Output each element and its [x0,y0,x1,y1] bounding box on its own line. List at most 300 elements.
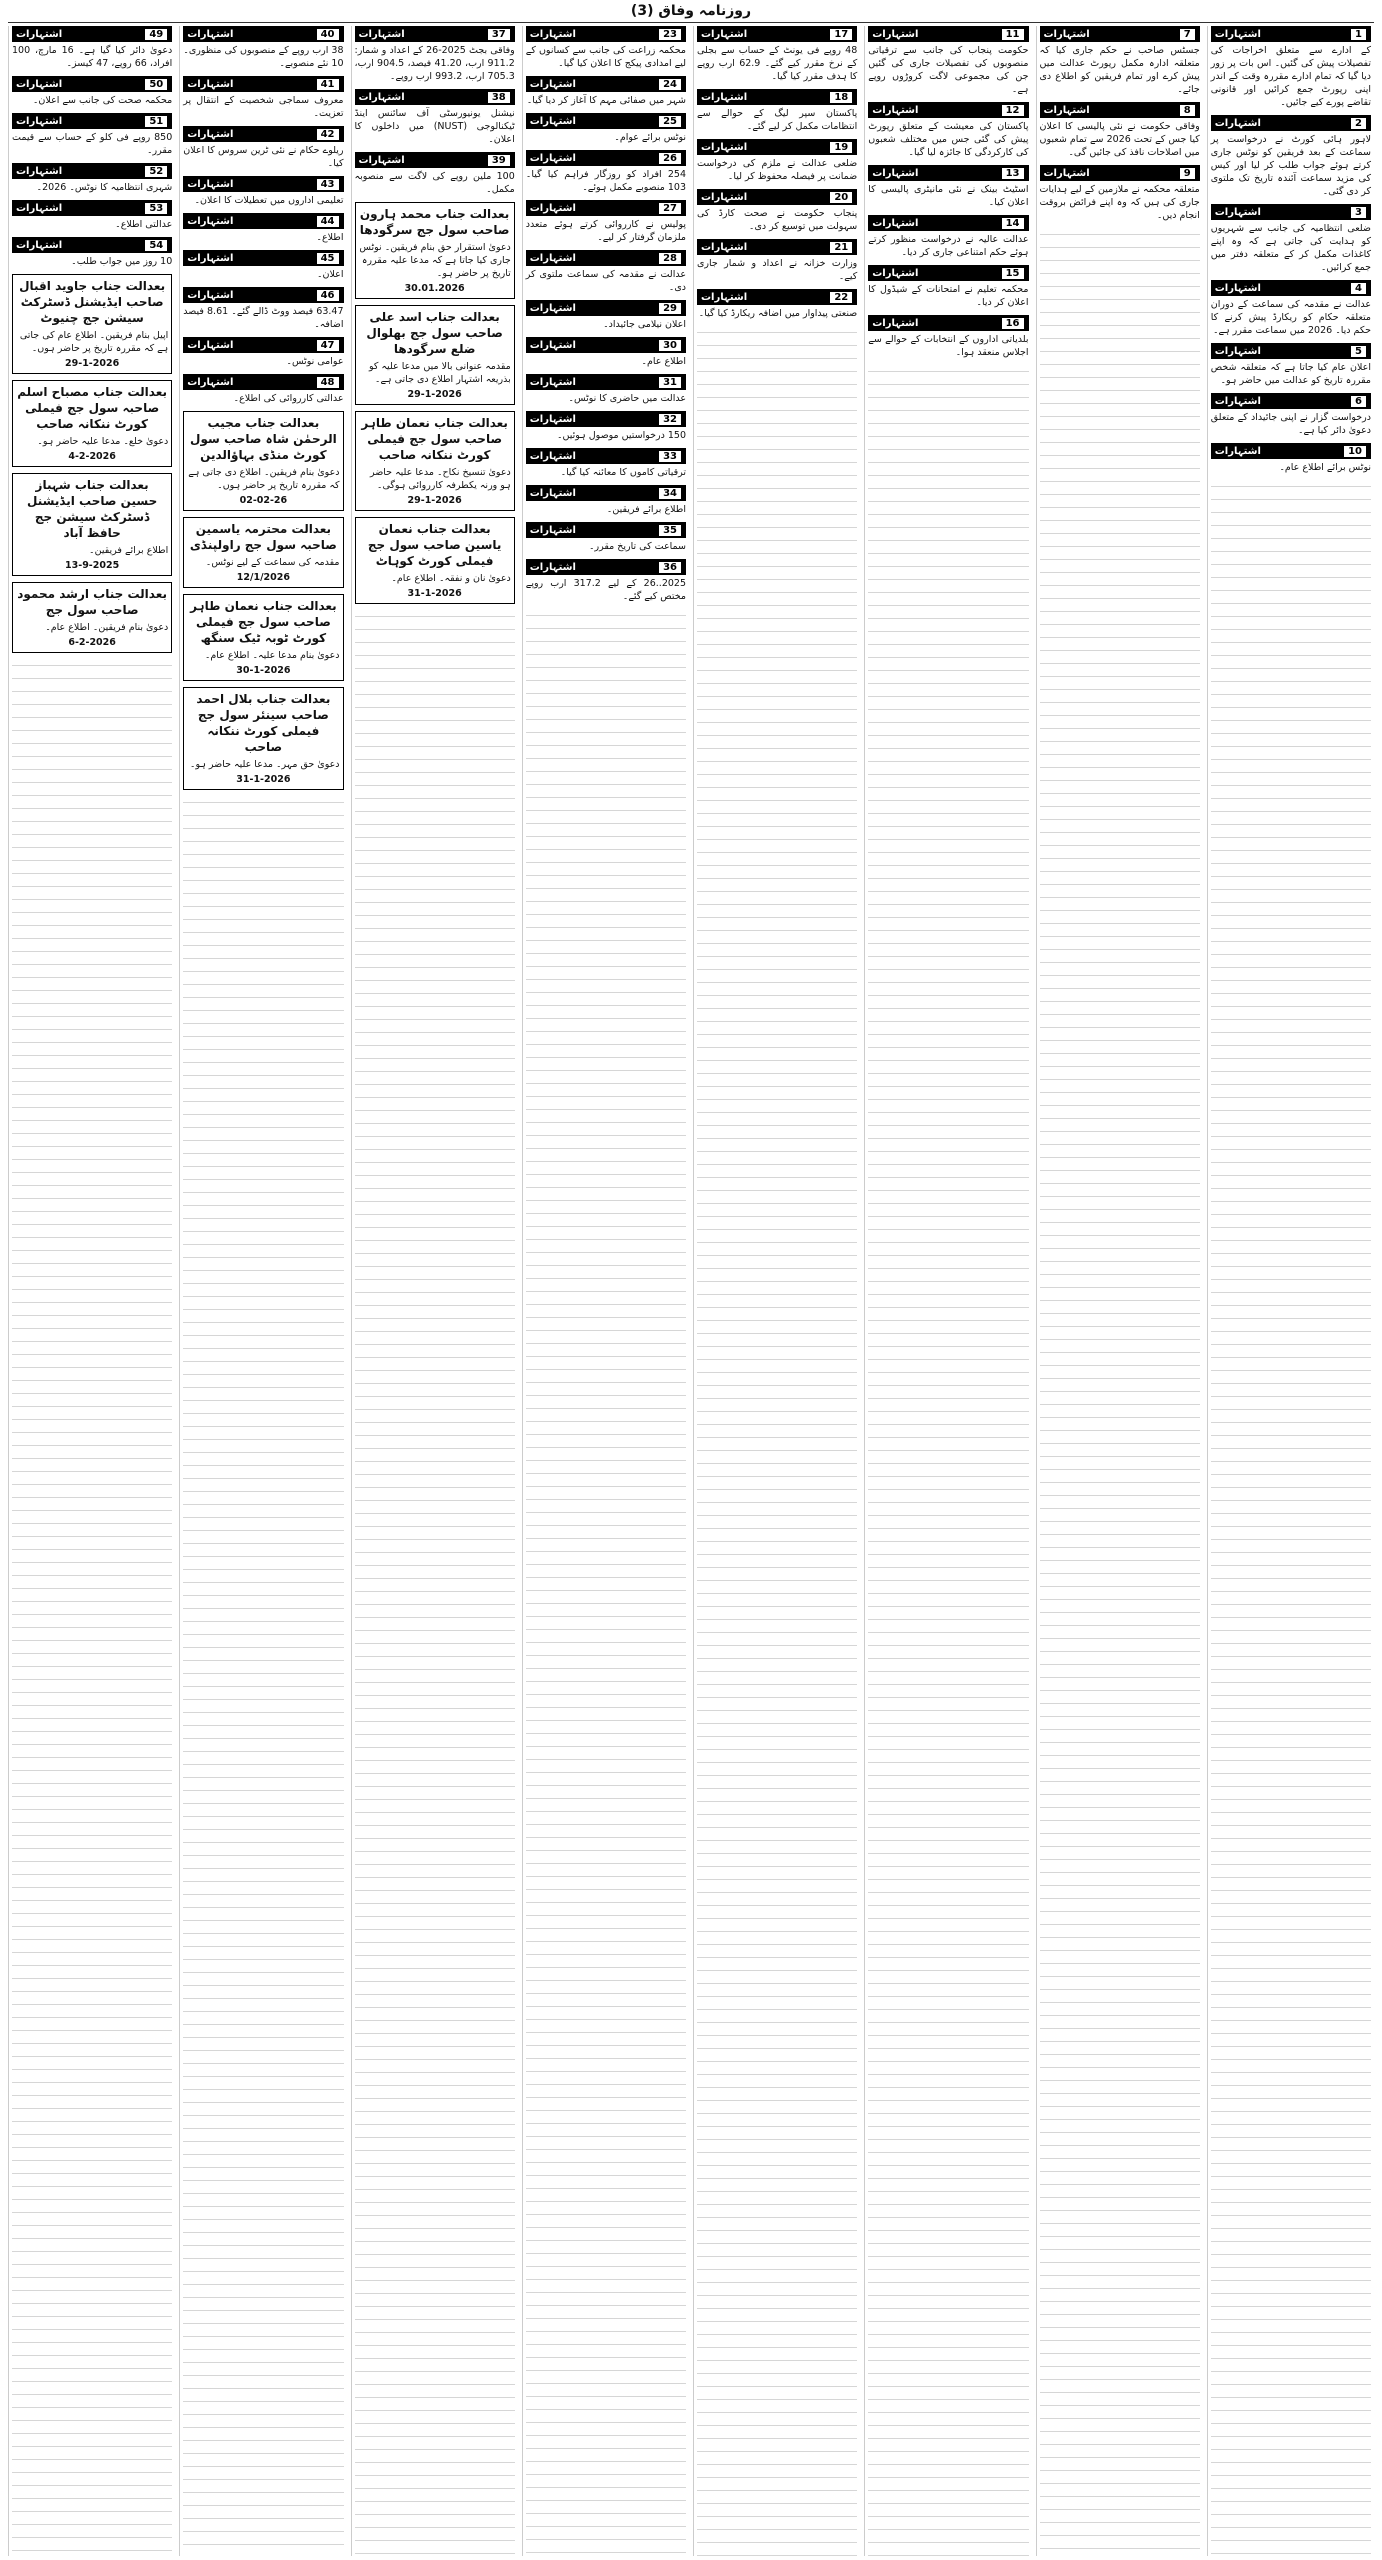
column-text-lines [12,659,172,2556]
classified-ad [12,26,172,70]
ad-body: 48 روپے فی یونٹ کے حساب سے بجلی کے نرخ مقرر کیے گئے۔ 62.9 ارب روپے کا ہدف مقرر کیا گیا۔ [697,45,858,82]
ad-section-label: اشتہارات [529,28,576,40]
court-title: بعدالت جناب نعمان طاہر صاحب سول جج فیملی کورٹ ننکانہ صاحب [361,416,508,462]
ad-number: 50 [144,78,168,91]
ad-body: درخواست گزار نے اپنی جائیداد کے متعلق دعویٰ دائر کیا ہے۔ [1210,412,1371,436]
ad-header [183,287,343,303]
court-notice [355,411,515,511]
ad-body: 63.47 فیصد ووٹ ڈالے گئے۔ 8.61 فیصد اضافہ۔ [183,306,344,330]
ad-header [868,265,1028,281]
classified-ad [1040,102,1200,159]
ad-column [351,26,518,2556]
ad-number: 40 [316,28,340,41]
classified-ad [526,374,686,405]
ad-body: پاکستان کی معیشت کے متعلق رپورٹ پیش کی گئی جس میں مختلف شعبوں کی کارکردگی کا جائزہ لیا گیا۔ [868,121,1029,158]
classified-ad [526,250,686,294]
ad-header [183,213,343,229]
ad-body: ضلعی انتظامیہ کی جانب سے شہریوں کو ہدایت کی جاتی ہے کہ وہ اپنے کاغذات مکمل کر کے متعلقہ دفتر میں جمع کرائیں۔ [1210,223,1371,273]
classified-ad [1211,115,1371,198]
ad-body: حکومت پنجاب کی جانب سے ترقیاتی منصوبوں کی تفصیلات جاری کی گئیں جن کی مجموعی لاگت کروڑوں روپے ہے۔ [868,45,1029,95]
ad-number: 49 [144,28,168,41]
ad-number: 45 [316,252,340,265]
ad-section-label: اشتہارات [872,167,919,179]
ad-number: 44 [316,215,340,228]
classified-ad [12,163,172,194]
ad-body: محکمہ تعلیم نے امتحانات کے شیڈول کا اعلان کر دیا۔ [868,284,1029,308]
ad-column [522,26,689,2556]
ad-header [12,237,172,253]
ad-number: 24 [658,78,682,91]
ad-column [8,26,175,2556]
ad-body: اطلاع برائے فریقین۔ [606,504,686,515]
ad-section-label: اشتہارات [187,28,234,40]
classified-ad [526,485,686,516]
court-body: دعویٰ بنام فریقین۔ اطلاع عام۔ [45,622,169,633]
ad-header [1211,443,1371,459]
column-text-lines [526,609,686,2556]
ad-body: عدالت میں حاضری کا نوٹس۔ [568,393,686,404]
court-notice [183,517,343,588]
ad-number: 6 [1350,395,1367,408]
classified-ad [697,289,857,320]
ad-header [1211,393,1371,409]
column-text-lines [183,796,343,2556]
ad-section-label: اشتہارات [529,413,576,425]
ad-number: 17 [829,28,853,41]
ad-body: نیشنل یونیورسٹی آف سائنس اینڈ ٹیکنالوجی (NUST) میں داخلوں کا اعلان۔ [354,108,515,145]
ad-body: معروف سماجی شخصیت کے انتقال پر تعزیت۔ [183,95,344,119]
ad-column [1036,26,1203,2556]
ad-header [183,176,343,192]
classified-ad [526,26,686,70]
ad-header [12,76,172,92]
ad-header [183,250,343,266]
ad-header [1040,165,1200,181]
column-text-lines [697,326,857,2556]
classified-ad [12,76,172,107]
ad-section-label: اشتہارات [1214,282,1261,294]
court-title: بعدالت جناب مجیب الرحمٰن شاہ صاحب سول کورٹ منڈی بہاؤالدین [190,416,337,462]
ad-number: 26 [658,152,682,165]
ad-column [864,26,1031,2556]
ad-section-label: اشتہارات [1214,117,1261,129]
ad-header [526,411,686,427]
ad-number: 28 [658,252,682,265]
ad-section-label: اشتہارات [187,215,234,227]
ad-header [526,26,686,42]
ad-section-label: اشتہارات [187,78,234,90]
ad-section-label: اشتہارات [529,376,576,388]
ad-number: 27 [658,202,682,215]
classified-ad [1211,343,1371,387]
ad-number: 36 [658,561,682,574]
classified-ad [183,337,343,368]
court-date: 30.01.2026 [404,283,465,294]
ad-body: بلدیاتی اداروں کے انتخابات کے حوالے سے اجلاس منعقد ہوا۔ [868,334,1029,358]
classified-ad [1211,280,1371,337]
ad-body: تعلیمی اداروں میں تعطیلات کا اعلان۔ [194,195,344,206]
ad-header [868,165,1028,181]
court-title: بعدالت محترمہ یاسمین صاحبہ سول جج راولپنڈی [189,522,337,552]
court-body: دعویٰ تنسیخ نکاح۔ مدعا علیہ حاضر ہو ورنہ یکطرفہ کارروائی ہوگی۔ [369,467,511,491]
court-date: 02-02-26 [239,495,288,506]
court-notice [183,411,343,511]
ad-section-label: اشتہارات [701,141,748,153]
classified-ad [1040,26,1200,96]
ad-number: 8 [1179,104,1196,117]
court-title: بعدالت جناب اسد علی صاحب سول جج بھلوال ضلع سرگودھا [366,310,503,356]
ad-header [12,113,172,129]
ad-body: اعلان عام کیا جاتا ہے کہ متعلقہ شخص مقررہ تاریخ کو عدالت میں حاضر ہو۔ [1210,362,1371,386]
ad-body: شہری انتظامیہ کا نوٹس۔ 2026۔ [36,182,173,193]
ad-header [526,150,686,166]
ad-header [526,559,686,575]
court-notice [183,687,343,790]
ad-section-label: اشتہارات [872,267,919,279]
court-body: مقدمہ کی سماعت کے لیے نوٹس۔ [205,557,340,568]
ad-number: 54 [144,239,168,252]
ad-header [1211,26,1371,42]
court-date: 31-1-2026 [236,774,291,785]
ad-number: 21 [829,241,853,254]
ad-section-label: اشتہارات [529,450,576,462]
ad-body: 254 افراد کو روزگار فراہم کیا گیا۔ 103 منصوبے مکمل ہوئے۔ [525,169,686,193]
ad-body: نوٹس برائے عوام۔ [614,132,686,143]
ad-body: ریلوے حکام نے نئی ٹرین سروس کا اعلان کیا۔ [183,145,344,169]
ad-number: 51 [144,115,168,128]
court-body: دعویٰ نان و نفقہ۔ اطلاع عام۔ [391,573,511,584]
ad-section-label: اشتہارات [701,28,748,40]
classified-ad [526,337,686,368]
ad-header [526,200,686,216]
classified-ad [1211,443,1371,474]
court-notice [12,274,172,374]
ad-number: 37 [487,28,511,41]
court-title: بعدالت جناب جاوید اقبال صاحب ایڈیشنل ڈسٹرکٹ سیشن جج چنیوٹ [19,279,166,325]
court-notice [12,380,172,467]
ad-body: لاہور ہائی کورٹ نے درخواست پر سماعت کے بعد فریقین کو نوٹس جاری کرتے ہوئے جواب طلب کر لیا اور کیس کی مزید سماعت آئندہ تاریخ تک ملتوی کر دی گئی۔ [1210,134,1371,197]
classified-ad [1211,393,1371,437]
ad-section-label: اشتہارات [529,252,576,264]
classified-ad [526,411,686,442]
ad-section-label: اشتہارات [187,252,234,264]
ad-body: جسٹس صاحب نے حکم جاری کیا کہ متعلقہ ادارہ مکمل رپورٹ عدالت میں پیش کرے اور تمام فریقین کو اطلاع دی جائے۔ [1039,45,1200,95]
court-title: بعدالت جناب محمد ہارون صاحب سول جج سرگودھا [359,207,510,237]
ad-header [868,102,1028,118]
ad-header [355,152,515,168]
court-body: دعویٰ استقرار حق بنام فریقین۔ نوٹس جاری کیا جاتا ہے کہ مدعا علیہ مقررہ تاریخ پر حاضر ہو۔ [359,242,511,279]
ad-body: 38 ارب روپے کے منصوبوں کی منظوری۔ 10 نئے منصوبے۔ [183,45,344,69]
ad-header [526,522,686,538]
ad-section-label: اشتہارات [529,78,576,90]
ad-section-label: اشتہارات [872,28,919,40]
classified-ad [697,89,857,133]
ad-header [868,215,1028,231]
ad-body: دعویٰ دائر کیا گیا ہے۔ 16 مارچ، 100 افراد، 66 روپے، 47 کیسز۔ [12,45,173,69]
ad-section-label: اشتہارات [1043,104,1090,116]
ad-column [179,26,346,2556]
ad-number: 33 [658,450,682,463]
court-date: 13-9-2025 [65,560,120,571]
ad-section-label: اشتہارات [187,289,234,301]
ad-header [183,126,343,142]
ad-header [1040,26,1200,42]
ad-number: 30 [658,339,682,352]
ad-section-label: اشتہارات [529,487,576,499]
court-title: بعدالت جناب ارشد محمود صاحب سول جج [17,587,167,617]
ad-section-label: اشتہارات [1214,206,1261,218]
ad-section-label: اشتہارات [872,317,919,329]
ad-body: شہر میں صفائی مہم کا آغاز کر دیا گیا۔ [526,95,686,106]
ad-section-label: اشتہارات [187,128,234,140]
ad-column [1207,26,1374,2556]
court-date: 29-1-2026 [407,495,462,506]
ad-body: 2025..26 کے لیے 317.2 ارب روپے مختص کیے گئے۔ [525,578,686,602]
court-date: 29-1-2026 [407,389,462,400]
ad-section-label: اشتہارات [16,28,63,40]
ad-section-label: اشتہارات [1214,445,1261,457]
ad-number: 52 [144,165,168,178]
court-body: دعویٰ حق مہر۔ مدعا علیہ حاضر ہو۔ [189,759,340,770]
court-date: 29-1-2026 [65,358,120,369]
classified-ad [868,265,1028,309]
classified-ad [355,89,515,146]
classified-ad [868,102,1028,159]
court-title: بعدالت جناب شہباز حسین صاحب ایڈیشنل ڈسٹرکٹ سیشن جج حافظ آباد [27,478,158,540]
ad-header [1211,115,1371,131]
ad-header [868,315,1028,331]
ad-number: 25 [658,115,682,128]
ad-body: عوامی نوٹس۔ [286,356,344,367]
ad-header [1040,102,1200,118]
court-title: بعدالت جناب نعمان یاسین صاحب سول جج فیملی کورٹ کوہاٹ [367,522,502,568]
ad-number: 43 [316,178,340,191]
ad-number: 48 [316,376,340,389]
ad-number: 20 [829,191,853,204]
ad-section-label: اشتہارات [529,561,576,573]
classified-ad [526,448,686,479]
ad-header [183,26,343,42]
ad-body: ترقیاتی کاموں کا معائنہ کیا گیا۔ [560,467,686,478]
ad-column [693,26,860,2556]
ad-header [526,337,686,353]
ad-header [183,76,343,92]
ad-number: 18 [829,91,853,104]
ad-body: اعلان۔ [316,269,344,280]
ad-body: اطلاع عام۔ [641,356,686,367]
ad-header [355,89,515,105]
classified-ad [1040,165,1200,222]
ad-number: 34 [658,487,682,500]
ad-section-label: اشتہارات [872,217,919,229]
ad-body: 850 روپے فی کلو کے حساب سے قیمت مقرر۔ [12,132,173,156]
classified-ad [355,152,515,196]
ad-section-label: اشتہارات [16,115,63,127]
classified-ad [355,26,515,83]
ad-body: عدالتی اطلاع۔ [115,219,173,230]
ad-body: متعلقہ محکمہ نے ملازمین کے لیے ہدایات جاری کی ہیں کہ وہ اپنے فرائض بروقت انجام دیں۔ [1039,184,1200,221]
ad-number: 39 [487,154,511,167]
ad-section-label: اشتہارات [187,376,234,388]
ad-number: 4 [1350,282,1367,295]
ad-section-label: اشتہارات [16,78,63,90]
ad-number: 19 [829,141,853,154]
ad-section-label: اشتہارات [529,524,576,536]
ad-header [526,76,686,92]
ad-header [526,374,686,390]
classified-ad [526,559,686,603]
ad-body: کے ادارے سے متعلق اخراجات کی تفصیلات پیش کی گئیں۔ اس بات پر زور دیا گیا کہ تمام ادارے مقررہ وقت کے اندر اپنی رپورٹ جمع کرائیں اور قانونی تقاضے پورے کیے جائیں۔ [1210,45,1371,108]
court-body: مقدمہ عنوانی بالا میں مدعا علیہ کو بذریعہ اشتہار اطلاع دی جاتی ہے۔ [368,361,511,385]
ad-body: 100 ملین روپے کی لاگت سے منصوبہ مکمل۔ [354,171,515,195]
classified-ad [868,165,1028,209]
ad-section-label: اشتہارات [1043,167,1090,179]
ad-header [12,200,172,216]
classified-ad [183,76,343,120]
court-notice [355,305,515,405]
ad-number: 11 [1001,28,1025,41]
masthead-rule [8,22,1374,23]
ad-number: 14 [1001,217,1025,230]
ad-number: 13 [1001,167,1025,180]
classified-ad [12,200,172,231]
ad-header [1211,204,1371,220]
ad-body: اطلاع۔ [316,232,344,243]
ad-body: عدالت نے مقدمہ کی سماعت ملتوی کر دی۔ [525,269,686,293]
classified-ad [526,200,686,244]
ad-header [697,289,857,305]
ad-number: 2 [1350,117,1367,130]
ad-number: 22 [829,291,853,304]
classified-ad [697,239,857,283]
ad-number: 1 [1350,28,1367,41]
ad-number: 38 [487,91,511,104]
classified-ad [183,374,343,405]
ad-body: نوٹس برائے اطلاع عام۔ [1279,462,1371,473]
ad-header [697,89,857,105]
court-date: 12/1/2026 [236,572,290,583]
ad-number: 42 [316,128,340,141]
ad-body: اعلان نیلامی جائیداد۔ [603,319,686,330]
ad-section-label: اشتہارات [358,28,405,40]
ad-section-label: اشتہارات [1214,345,1261,357]
ad-section-label: اشتہارات [358,154,405,166]
ad-number: 29 [658,302,682,315]
ad-section-label: اشتہارات [1214,28,1261,40]
ad-number: 31 [658,376,682,389]
court-title: بعدالت جناب بلال احمد صاحب سینئر سول جج فیملی کورٹ ننکانہ صاحب [196,692,331,754]
column-text-lines [868,365,1028,2556]
court-date: 30-1-2026 [236,665,291,676]
classified-ad [697,189,857,233]
court-body: اطلاع برائے فریقین۔ [89,545,169,556]
ad-header [526,300,686,316]
ad-section-label: اشتہارات [529,202,576,214]
ad-number: 23 [658,28,682,41]
ad-header [697,139,857,155]
ad-body: سماعت کی تاریخ مقرر۔ [588,541,686,552]
classified-ad [183,287,343,331]
ad-section-label: اشتہارات [1214,395,1261,407]
classified-ad [526,113,686,144]
ad-number: 47 [316,339,340,352]
ad-number: 12 [1001,104,1025,117]
court-date: 6-2-2026 [68,637,116,648]
ad-header [355,26,515,42]
ad-body: محکمہ زراعت کی جانب سے کسانوں کے لیے امدادی پیکج کا اعلان کیا گیا۔ [525,45,686,69]
ad-header [526,113,686,129]
ad-body: وفاقی بجٹ 2025-26 کے اعداد و شمار: 911.2 ارب، 41.20 فیصد، 904.5 ارب، 705.3 ارب، 993.2 ارب روپے۔ [354,45,515,82]
classified-ad [526,150,686,194]
ad-body: پاکستان سپر لیگ کے حوالے سے انتظامات مکمل کر لیے گئے۔ [697,108,858,132]
ad-body: 10 روز میں جواب طلب۔ [71,256,173,267]
classified-ad [12,113,172,157]
court-body: دعویٰ بنام فریقین۔ اطلاع دی جاتی ہے کہ مقررہ تاریخ پر حاضر ہوں۔ [188,467,340,491]
ad-header [12,26,172,42]
ad-header [697,239,857,255]
ad-number: 9 [1179,167,1196,180]
ad-section-label: اشتہارات [529,115,576,127]
ad-body: اسٹیٹ بینک نے نئی مانیٹری پالیسی کا اعلان کیا۔ [868,184,1029,208]
ad-columns [8,26,1374,2556]
ad-section-label: اشتہارات [16,165,63,177]
court-title: بعدالت جناب نعمان طاہر صاحب سول جج فیملی کورٹ ٹوبہ ٹیک سنگھ [190,599,337,645]
classified-ad [183,176,343,207]
ad-section-label: اشتہارات [16,239,63,251]
ad-body: پولیس نے کارروائی کرتے ہوئے متعدد ملزمان گرفتار کر لیے۔ [525,219,686,243]
ad-body: پنجاب حکومت نے صحت کارڈ کی سہولت میں توسیع کر دی۔ [697,208,858,232]
ad-number: 5 [1350,345,1367,358]
court-body: دعویٰ بنام مدعا علیہ۔ اطلاع عام۔ [204,650,340,661]
ad-section-label: اشتہارات [358,91,405,103]
ad-body: محکمہ صحت کی جانب سے اعلان۔ [32,95,173,106]
ad-body: صنعتی پیداوار میں اضافہ ریکارڈ کیا گیا۔ [698,308,858,319]
ad-section-label: اشتہارات [701,291,748,303]
ad-number: 10 [1343,445,1367,458]
ad-header [868,26,1028,42]
ad-number: 53 [144,202,168,215]
ad-header [183,337,343,353]
classified-ad [526,522,686,553]
ad-body: عدالت عالیہ نے درخواست منظور کرتے ہوئے حکم امتناعی جاری کر دیا۔ [868,234,1029,258]
ad-body: عدالت نے مقدمہ کی سماعت کے دوران متعلقہ حکام کو ریکارڈ پیش کرنے کا حکم دیا۔ 2026 میں سماعت مقرر ہے۔ [1210,299,1371,336]
ad-section-label: اشتہارات [872,104,919,116]
ad-section-label: اشتہارات [701,241,748,253]
ad-header [526,250,686,266]
ad-header [697,26,857,42]
classified-ad [183,26,343,70]
ad-section-label: اشتہارات [187,339,234,351]
classified-ad [697,139,857,183]
ad-section-label: اشتہارات [16,202,63,214]
classified-ad [526,300,686,331]
court-body: اپیل بنام فریقین۔ اطلاع عام کی جاتی ہے کہ مقررہ تاریخ پر حاضر ہوں۔ [19,330,169,354]
classified-ad [183,250,343,281]
column-text-lines [355,610,515,2556]
ad-number: 16 [1001,317,1025,330]
column-text-lines [1211,480,1371,2556]
ad-number: 15 [1001,267,1025,280]
classified-ad [697,26,857,83]
ad-header [1211,280,1371,296]
ad-header [1211,343,1371,359]
court-notice [12,582,172,653]
ad-body: وفاقی حکومت نے نئی پالیسی کا اعلان کیا جس کے تحت 2026 سے تمام شعبوں میں اصلاحات نافذ کی جائیں گی۔ [1039,121,1200,158]
ad-section-label: اشتہارات [529,339,576,351]
ad-number: 35 [658,524,682,537]
ad-header [697,189,857,205]
ad-section-label: اشتہارات [187,178,234,190]
